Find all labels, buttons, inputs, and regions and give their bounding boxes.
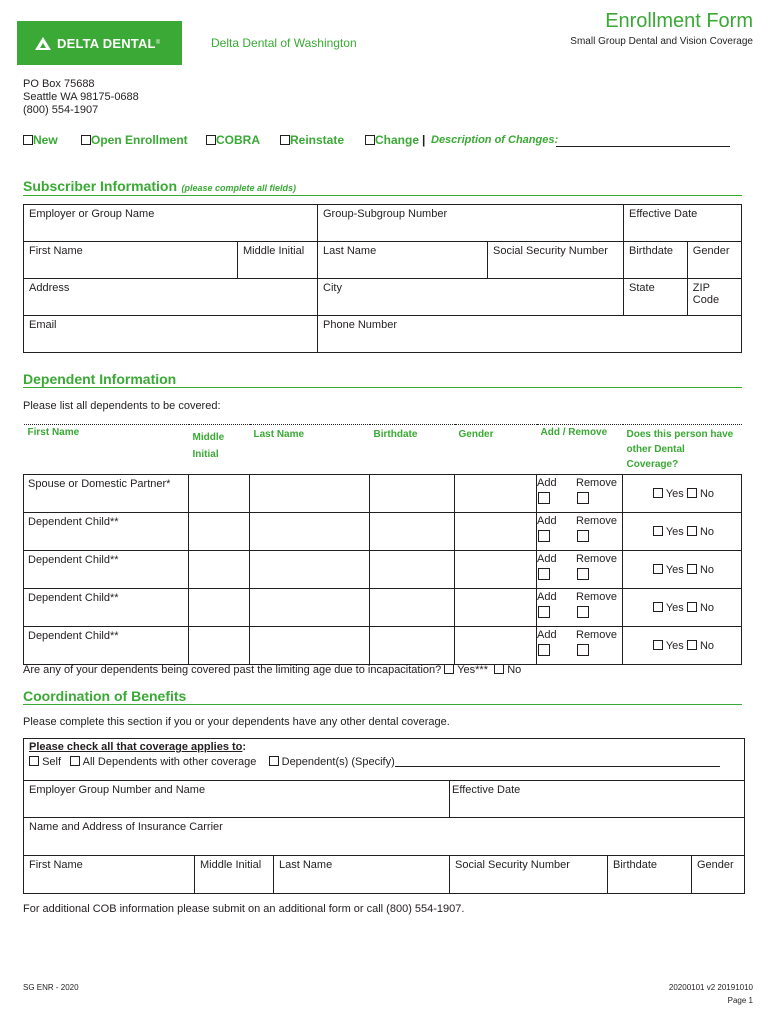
- incap-yes-checkbox[interactable]: [444, 664, 454, 674]
- dependent-last-name-field[interactable]: [250, 589, 370, 627]
- middle-initial-field[interactable]: Middle Initial: [238, 242, 318, 279]
- cob-last-name-field[interactable]: Last Name: [274, 856, 450, 894]
- other-coverage-no-checkbox[interactable]: [687, 602, 697, 612]
- dependent-last-name-field[interactable]: [250, 627, 370, 665]
- no-label: No: [699, 526, 714, 538]
- other-coverage-cell: [623, 551, 742, 589]
- delta-dental-logo: [17, 21, 182, 65]
- change-checkbox[interactable]: [365, 135, 375, 145]
- cob-ssn-field[interactable]: Social Security Number: [450, 856, 608, 894]
- other-coverage-cell: [623, 513, 742, 551]
- dependent-row: [24, 551, 742, 589]
- birthdate-field[interactable]: Birthdate: [624, 242, 688, 279]
- section-divider: [23, 387, 742, 388]
- dependent-gender-field[interactable]: [455, 551, 537, 589]
- header-middle-initial: Middle Initial: [189, 425, 250, 475]
- employer-group-field[interactable]: Employer Group Number and Name: [24, 781, 450, 818]
- other-coverage-no-checkbox[interactable]: [687, 488, 697, 498]
- new-option[interactable]: [23, 133, 58, 147]
- remove-label: Remove: [576, 477, 617, 489]
- dependent-row: [24, 627, 742, 665]
- effective-date-field[interactable]: Effective Date: [624, 205, 742, 242]
- header-gender: Gender: [455, 425, 537, 475]
- city-field[interactable]: City: [318, 279, 624, 316]
- yes-label: Yes: [665, 602, 684, 614]
- dependents-specify-label: Dependent(s) (Specify): [281, 756, 395, 768]
- add-label: Add: [537, 515, 557, 527]
- dependent-middle-field[interactable]: [189, 513, 250, 551]
- section-note: (please complete all fields): [181, 183, 297, 193]
- dependent-last-name-field[interactable]: [250, 513, 370, 551]
- subscriber-table: [23, 204, 742, 353]
- delta-triangle-icon: [35, 37, 51, 50]
- open-enrollment-option[interactable]: [81, 133, 188, 147]
- address-phone: (800) 554-1907: [23, 104, 99, 116]
- logo-trademark: ®: [155, 40, 161, 46]
- reinstate-option[interactable]: [280, 133, 344, 147]
- other-coverage-yes-checkbox[interactable]: [653, 564, 663, 574]
- header-add-remove: Add / Remove: [537, 425, 623, 475]
- open-enrollment-checkbox[interactable]: [81, 135, 91, 145]
- cob-note: For additional COB information please submit on an additional form or call (800) 554-1907.: [23, 903, 465, 915]
- section-divider: [23, 704, 742, 705]
- other-coverage-yes-checkbox[interactable]: [653, 640, 663, 650]
- dependent-gender-field[interactable]: [455, 475, 537, 513]
- cob-gender-field[interactable]: Gender: [692, 856, 745, 894]
- all-dependents-checkbox[interactable]: [70, 756, 80, 766]
- header-first-name: First Name: [24, 425, 189, 475]
- section-title: Subscriber Information: [23, 178, 178, 194]
- change-label: Change: [375, 133, 420, 147]
- footer-form-code: SG ENR - 2020: [23, 983, 79, 992]
- remove-checkbox[interactable]: [577, 530, 589, 542]
- incap-yes-label: Yes***: [457, 664, 488, 676]
- cob-table: [23, 738, 745, 894]
- yes-label: Yes: [665, 640, 684, 652]
- last-name-field[interactable]: Last Name: [318, 242, 488, 279]
- open-enrollment-label: Open Enrollment: [91, 133, 188, 147]
- remove-label: Remove: [576, 591, 617, 603]
- dependent-gender-field[interactable]: [455, 627, 537, 665]
- add-remove-cell: [537, 627, 623, 665]
- separator: |: [422, 133, 426, 147]
- form-title: Enrollment Form: [605, 10, 753, 32]
- dependent-type-label[interactable]: Dependent Child**: [24, 513, 189, 551]
- other-coverage-no-checkbox[interactable]: [687, 640, 697, 650]
- no-label: No: [699, 488, 714, 500]
- yes-label: Yes: [665, 488, 684, 500]
- add-checkbox[interactable]: [538, 530, 550, 542]
- coverage-applies-colon: :: [242, 741, 247, 753]
- self-label: Self: [42, 756, 62, 768]
- ssn-field[interactable]: Social Security Number: [488, 242, 624, 279]
- add-label: Add: [537, 629, 557, 641]
- dependent-birthdate-field[interactable]: [370, 513, 455, 551]
- new-label: New: [33, 133, 58, 147]
- dependent-gender-field[interactable]: [455, 513, 537, 551]
- add-label: Add: [537, 591, 557, 603]
- other-coverage-cell: [623, 627, 742, 665]
- incapacitation-question: Are any of your dependents being covered past the limiting age due to incapacitation?: [23, 664, 442, 676]
- dependent-birthdate-field[interactable]: [370, 475, 455, 513]
- cobra-option[interactable]: [206, 133, 260, 147]
- dependent-middle-field[interactable]: [189, 589, 250, 627]
- reinstate-checkbox[interactable]: [280, 135, 290, 145]
- add-remove-cell: [537, 513, 623, 551]
- header-birthdate: Birthdate: [370, 425, 455, 475]
- org-name: Delta Dental of Washington: [211, 36, 357, 50]
- cob-birthdate-field[interactable]: Birthdate: [608, 856, 692, 894]
- header-last-name: Last Name: [250, 425, 370, 475]
- yes-label: Yes: [665, 564, 684, 576]
- zip-field[interactable]: ZIP Code: [687, 279, 741, 316]
- state-field[interactable]: State: [624, 279, 688, 316]
- all-dependents-label: All Dependents with other coverage: [82, 756, 257, 768]
- dependent-last-name-field[interactable]: [250, 551, 370, 589]
- yes-label: Yes: [665, 526, 684, 538]
- dependent-last-name-field[interactable]: [250, 475, 370, 513]
- dependent-row: [24, 513, 742, 551]
- incap-no-checkbox[interactable]: [494, 664, 504, 674]
- cob-heading: Coordination of Benefits: [23, 688, 187, 704]
- self-checkbox[interactable]: [29, 756, 39, 766]
- gender-field[interactable]: Gender: [687, 242, 741, 279]
- add-checkbox[interactable]: [538, 492, 550, 504]
- reinstate-label: Reinstate: [290, 133, 345, 147]
- dependent-middle-field[interactable]: [189, 475, 250, 513]
- remove-label: Remove: [576, 629, 617, 641]
- coverage-applies-cell: [24, 739, 745, 781]
- add-remove-cell: [537, 475, 623, 513]
- section-divider: [23, 195, 742, 196]
- dependent-row: [24, 475, 742, 513]
- other-coverage-yes-checkbox[interactable]: [653, 526, 663, 536]
- coverage-options: [29, 756, 739, 768]
- mailing-address: [23, 78, 139, 117]
- other-coverage-yes-checkbox[interactable]: [653, 602, 663, 612]
- other-coverage-no-checkbox[interactable]: [687, 564, 697, 574]
- logo-text: DELTA DENTAL: [57, 35, 156, 51]
- remove-label: Remove: [576, 515, 617, 527]
- dependent-birthdate-field[interactable]: [370, 551, 455, 589]
- no-label: No: [699, 564, 714, 576]
- first-name-field[interactable]: First Name: [24, 242, 238, 279]
- address-line: PO Box 75688: [23, 78, 95, 90]
- coverage-applies-heading: [29, 741, 739, 753]
- cob-middle-initial-field[interactable]: Middle Initial: [195, 856, 274, 894]
- dependent-type-label[interactable]: Dependent Child**: [24, 589, 189, 627]
- remove-checkbox[interactable]: [577, 568, 589, 580]
- cobra-checkbox[interactable]: [206, 135, 216, 145]
- subscriber-heading: [23, 178, 296, 196]
- cob-effective-date-field[interactable]: Effective Date: [450, 781, 745, 818]
- add-remove-cell: [537, 551, 623, 589]
- dependent-birthdate-field[interactable]: [370, 589, 455, 627]
- dependent-middle-field[interactable]: [189, 551, 250, 589]
- other-coverage-no-checkbox[interactable]: [687, 526, 697, 536]
- footer-page-number: Page 1: [727, 996, 753, 1005]
- address-field[interactable]: Address: [24, 279, 318, 316]
- incap-no-label: No: [507, 664, 522, 676]
- footer-version: [669, 983, 753, 1005]
- footer-version-text: 20200101 v2 20191010: [668, 983, 753, 992]
- remove-checkbox[interactable]: [577, 606, 589, 618]
- dependent-middle-field[interactable]: [189, 627, 250, 665]
- no-label: No: [699, 602, 714, 614]
- dependents-specify-checkbox[interactable]: [269, 756, 279, 766]
- cob-instructions: Please complete this section if you or your dependents have any other dental coverage.: [23, 716, 450, 728]
- group-subgroup-field[interactable]: Group-Subgroup Number: [318, 205, 624, 242]
- add-label: Add: [537, 477, 557, 489]
- add-checkbox[interactable]: [538, 644, 550, 656]
- enrollment-type-row: [23, 133, 743, 149]
- dependent-table: [23, 424, 742, 665]
- coverage-applies-label: Please check all that coverage applies to: [29, 741, 243, 753]
- dependents-specify-field[interactable]: [395, 766, 720, 767]
- remove-label: Remove: [576, 553, 617, 565]
- add-checkbox[interactable]: [538, 568, 550, 580]
- description-label: Description of Changes:: [431, 134, 559, 146]
- add-checkbox[interactable]: [538, 606, 550, 618]
- dependent-type-label[interactable]: Dependent Child**: [24, 551, 189, 589]
- change-option[interactable]: [365, 133, 419, 147]
- employer-field[interactable]: Employer or Group Name: [24, 205, 318, 242]
- form-subtitle: Small Group Dental and Vision Coverage: [570, 36, 753, 47]
- remove-checkbox[interactable]: [577, 644, 589, 656]
- dependent-type-label[interactable]: Spouse or Domestic Partner*: [24, 475, 189, 513]
- incapacitation-question-row: [23, 664, 521, 676]
- address-line: Seattle WA 98175-0688: [23, 91, 139, 103]
- cob-first-name-field[interactable]: First Name: [24, 856, 195, 894]
- remove-checkbox[interactable]: [577, 492, 589, 504]
- other-coverage-cell: [623, 475, 742, 513]
- email-field[interactable]: Email: [24, 316, 318, 353]
- phone-field[interactable]: Phone Number: [318, 316, 742, 353]
- dependent-heading: Dependent Information: [23, 371, 177, 387]
- new-checkbox[interactable]: [23, 135, 33, 145]
- no-label: No: [699, 640, 714, 652]
- dependent-instructions: Please list all dependents to be covered:: [23, 400, 221, 412]
- add-label: Add: [537, 553, 557, 565]
- other-coverage-yes-checkbox[interactable]: [653, 488, 663, 498]
- cobra-label: COBRA: [216, 133, 260, 147]
- description-field[interactable]: [556, 146, 730, 147]
- carrier-field[interactable]: Name and Address of Insurance Carrier: [24, 818, 745, 856]
- dependent-birthdate-field[interactable]: [370, 627, 455, 665]
- dependent-type-label[interactable]: Dependent Child**: [24, 627, 189, 665]
- add-remove-cell: [537, 589, 623, 627]
- dependent-row: [24, 589, 742, 627]
- header-other-coverage: Does this person have other Dental Coverage?: [623, 425, 742, 475]
- dependent-gender-field[interactable]: [455, 589, 537, 627]
- other-coverage-cell: [623, 589, 742, 627]
